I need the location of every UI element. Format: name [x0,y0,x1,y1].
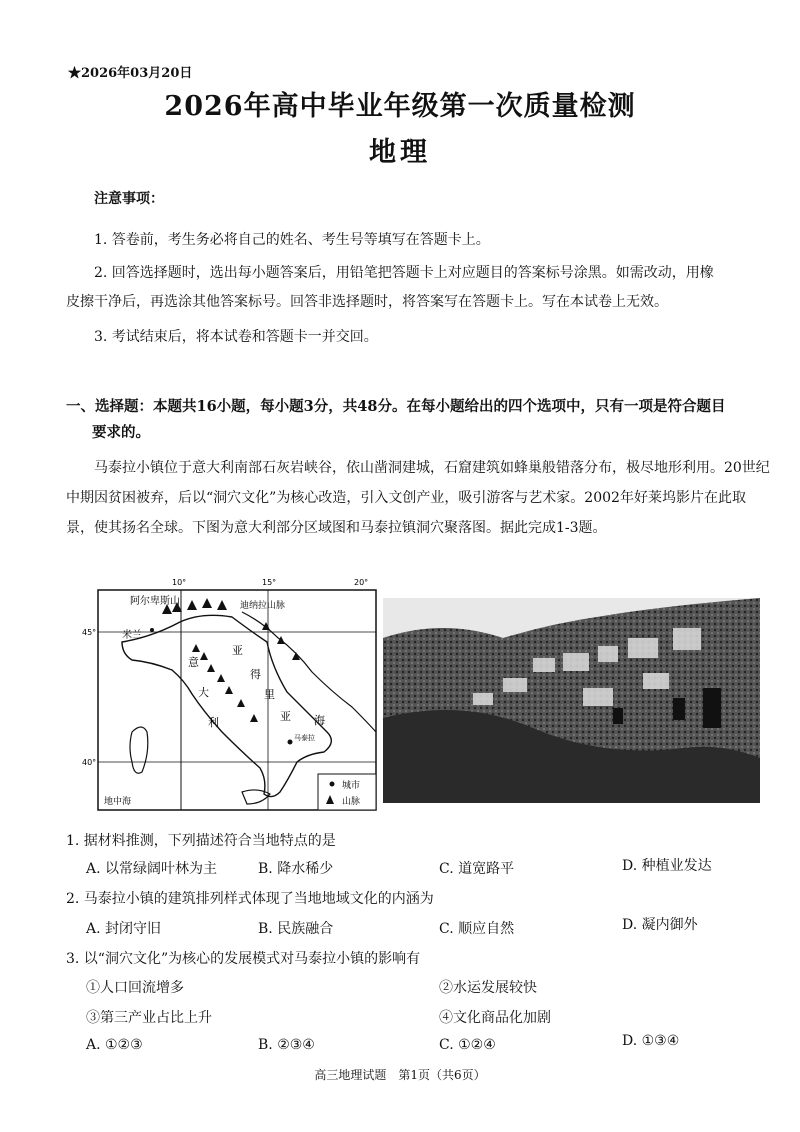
q3-statement-1: ①人口回流增多 [86,980,184,996]
q3-option-a[interactable]: A. ①②③ [86,1037,143,1053]
question-2-stem: 2. 马泰拉小镇的建筑排列样式体现了当地地域文化的内涵为 [66,891,434,907]
exam-subject: 地理 [369,137,431,168]
lat-45: 45° [82,628,97,637]
label-adriatic-5: 海 [314,714,325,727]
question-1-stem: 1. 据材料推测，下列描述符合当地特点的是 [66,833,336,849]
legend-city: 城市 [342,781,361,791]
section-heading: 一、选择题：本题共16小题，每小题3分，共48分。在每小题给出的四个选项中，只有一项是符合题目 [66,398,726,415]
label-matera: 马泰拉 [294,734,315,742]
exam-title: 2026年高中毕业年级第一次质量检测 [164,91,636,122]
lat-40: 40° [82,758,97,767]
label-adriatic-2: 得 [250,668,261,681]
notice-item-1: 1. 答卷前，考生务必将自己的姓名、考生号等填写在答题卡上。 [94,232,490,248]
legend-city-icon [330,782,335,787]
label-adriatic-1: 亚 [232,644,243,657]
label-adriatic-4: 亚 [280,710,291,723]
q2-option-d[interactable]: D. 凝内御外 [622,917,698,933]
label-milan: 米兰 [122,630,142,641]
q3-statement-2: ②水运发展较快 [439,980,537,996]
section-heading-cont: 要求的。 [92,424,150,441]
label-mediterranean: 地中海 [104,797,132,807]
notice-item-3: 3. 考试结束后，将本试卷和答题卡一并交回。 [94,329,378,345]
page-footer: 高三地理试题 第1页（共6页） [314,1068,486,1082]
label-dinaric: 迪纳拉山脉 [240,601,286,611]
q3-statement-4: ④文化商品化加剧 [439,1010,551,1026]
label-italy-1: 意 [188,656,199,669]
lon-20: 20° [354,578,369,587]
notice-item-2-line-1: 2. 回答选择题时，选出每小题答案后，用铅笔把答题卡上对应题目的答案标号涂黑。如需改动，用橡 [94,265,714,281]
q3-option-c[interactable]: C. ①②④ [439,1037,496,1053]
q2-option-b[interactable]: B. 民族融合 [258,921,334,937]
material-paragraph: 马泰拉小镇位于意大利南部石灰岩峡谷，依山凿洞建城，石窟建筑如蜂巢般错落分布，极尽地形利用。20世纪中期因贫困被弃，后以“洞穴文化”为核心改造，引入文创产业，吸引游客与艺术家。2002年好莱坞影片在此取景，使其扬名全球。下图为意大利部分区域图和马泰拉镇洞穴聚落图。据此完成1-3题。 [66,460,770,536]
q1-option-b[interactable]: B. 降水稀少 [258,861,334,877]
q1-option-d[interactable]: D. 种植业发达 [622,858,712,874]
q3-statement-3: ③第三产业占比上升 [86,1010,212,1026]
q1-option-c[interactable]: C. 道宽路平 [439,861,515,877]
q3-option-d[interactable]: D. ①③④ [622,1033,680,1049]
question-3-stem: 3. 以“洞穴文化”为核心的发展模式对马泰拉小镇的影响有 [66,951,421,967]
label-italy-2: 大 [198,686,209,699]
italy-region-map [82,578,377,812]
matera-cave-photo [383,598,760,803]
label-italy-3: 利 [208,716,219,729]
notice-heading: 注意事项： [94,191,164,207]
q2-option-a[interactable]: A. 封闭守旧 [86,921,162,937]
lon-15: 15° [262,578,277,587]
legend-mountain: 山脉 [342,797,361,807]
q3-option-b[interactable]: B. ②③④ [258,1037,315,1053]
q1-option-a[interactable]: A. 以常绿阔叶林为主 [86,861,218,877]
label-adriatic-3: 里 [264,688,275,701]
q2-option-c[interactable]: C. 顺应自然 [439,921,515,937]
label-alps: 阿尔卑斯山 [130,596,180,607]
exam-date: ★2026年03月20日 [68,66,193,81]
notice-item-2-line-2: 皮擦干净后，再选涂其他答案标号。回答非选择题时，将答案写在答题卡上。写在本试卷上无效。 [66,294,668,310]
lon-10: 10° [172,578,187,587]
